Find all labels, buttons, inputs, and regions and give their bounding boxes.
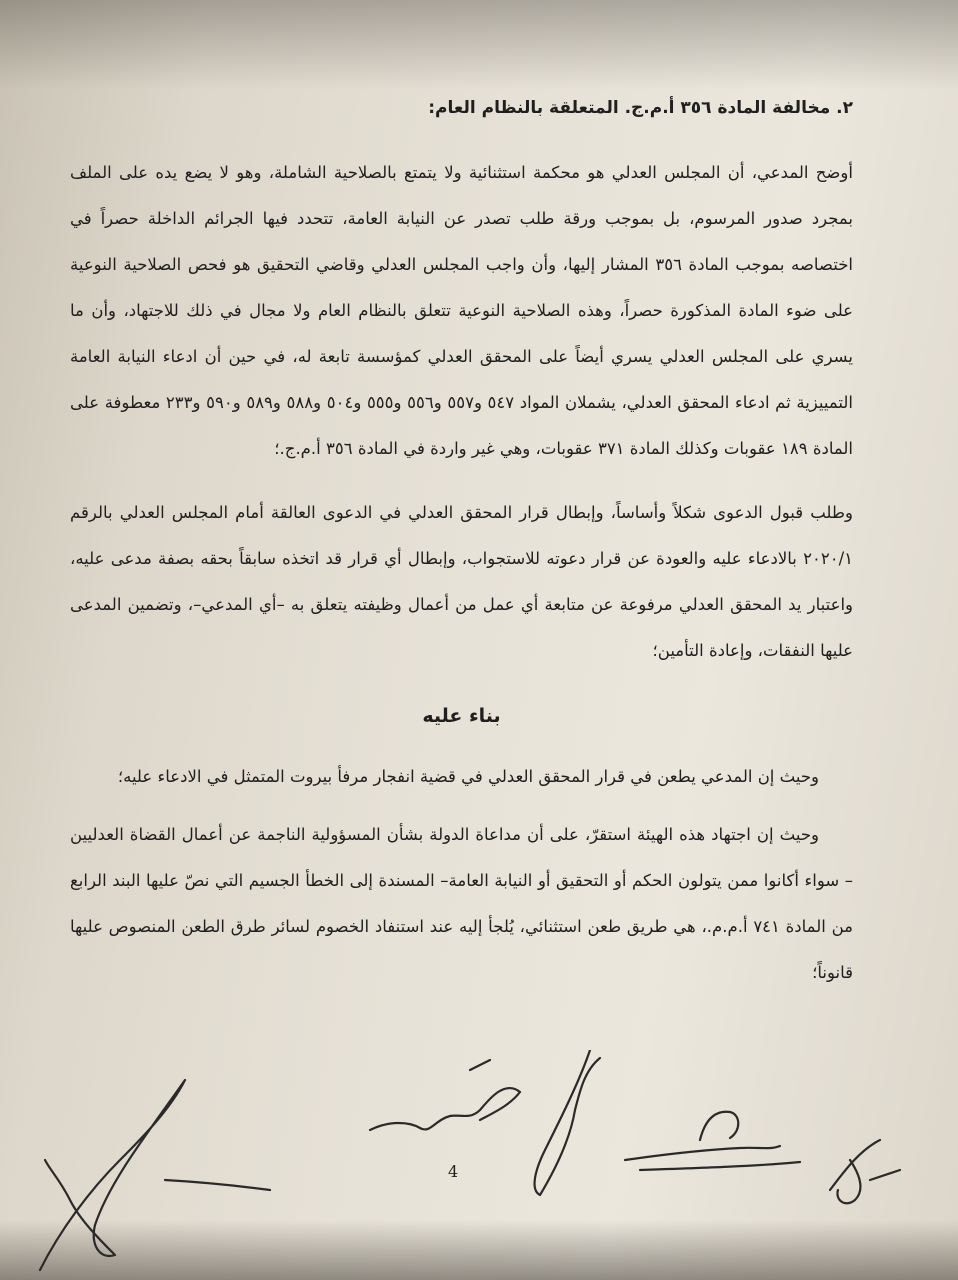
signature-1 [40, 1080, 185, 1270]
signature-4 [625, 1112, 800, 1170]
signature-1-dash [165, 1180, 270, 1190]
document-body [70, 88, 853, 996]
section-heading: ٢. مخالفة المادة ٣٥٦ أ.م.ج. المتعلقة بالنظام العام: [428, 98, 853, 118]
paragraph-claim: أوضح المدعي، أن المجلس العدلي هو محكمة استثنائية ولا يتمتع بالصلاحية الشاملة، وهو لا يضع يده على الملف بمجرد صدور المرسوم، بل بموجب ورقة طلب تصدر عن النيابة العامة، تتحدد فيها الجرائم الداخلة حصراً في اختصاصه بموجب المادة ٣٥٦ المشار إليها، وأن واجب المجلس العدلي وقاضي التحقيق هو فحص الصلاحية النوعية على ضوء المادة المذكورة حصراً، وهذه الصلاحية النوعية تتعلق بالنظام العام ولا مجال في ذلك للاجتهاد، وأن ما يسري على المجلس العدلي يسري أيضاً على المحقق العدلي كمؤسسة تابعة له، في حين أن ادعاء النيابة العامة التمييزية ثم ادعاء المحقق العدلي، يشملان المواد ٥٤٧ و٥٥٧ و٥٥٦ و٥٥٥ و٥٠٤ و٥٨٨ و٥٨٩ و٥٩٠ و٢٣٣ معطوفة على المادة ١٨٩ عقوبات وكذلك المادة ٣٧١ عقوبات، وهي غير واردة في المادة ٣٥٦ أ.م.ج.؛ [70, 163, 854, 458]
section-title: بناء عليه [422, 705, 501, 727]
paragraph-whereas-2: وحيث إن اجتهاد هذه الهيئة استقرّ، على أن مداعاة الدولة بشأن المسؤولية الناجمة عن أعمال القضاة العدليين – سواء أكانوا ممن يتولون الحكم أو التحقيق أو النيابة العامة– المسندة إلى الخطأ الجسيم التي نصّ عليها البند الرابع من المادة ٧٤١ أ.م.م.، هي طريق طعن استثنائي، يُلجأ إليه عند استنفاد الخصوم لسائر طرق الطعن المنصوص عليها قانوناً؛ [70, 825, 853, 982]
signature-2 [370, 1060, 520, 1130]
page-number: 4 [448, 1162, 459, 1181]
signatures [0, 1050, 958, 1280]
paragraph-whereas-1: وحيث إن المدعي يطعن في قرار المحقق العدلي في قضية انفجار مرفأ بيروت المتمثل في الادعاء عليه؛ [117, 767, 819, 786]
paragraph-request: وطلب قبول الدعوى شكلاً وأساساً، وإبطال قرار المحقق العدلي في الدعوى العالقة أمام المجلس العدلي بالرقم ٢٠٢٠/١ بالادعاء عليه والعودة عن قرار دعوته للاستجواب، وإبطال أي قرار قد اتخذه سابقاً بحقه بصفة مدعى عليه، واعتبار يد المحقق العدلي مرفوعة عن متابعة أي عمل من أعمال وظيفته يتعلق به –أي المدعي–، وتضمين المدعى عليها النفقات، وإعادة التأمين؛ [70, 503, 853, 660]
signature-5 [830, 1140, 900, 1203]
top-shadow [0, 0, 958, 90]
signature-3 [535, 1050, 600, 1195]
